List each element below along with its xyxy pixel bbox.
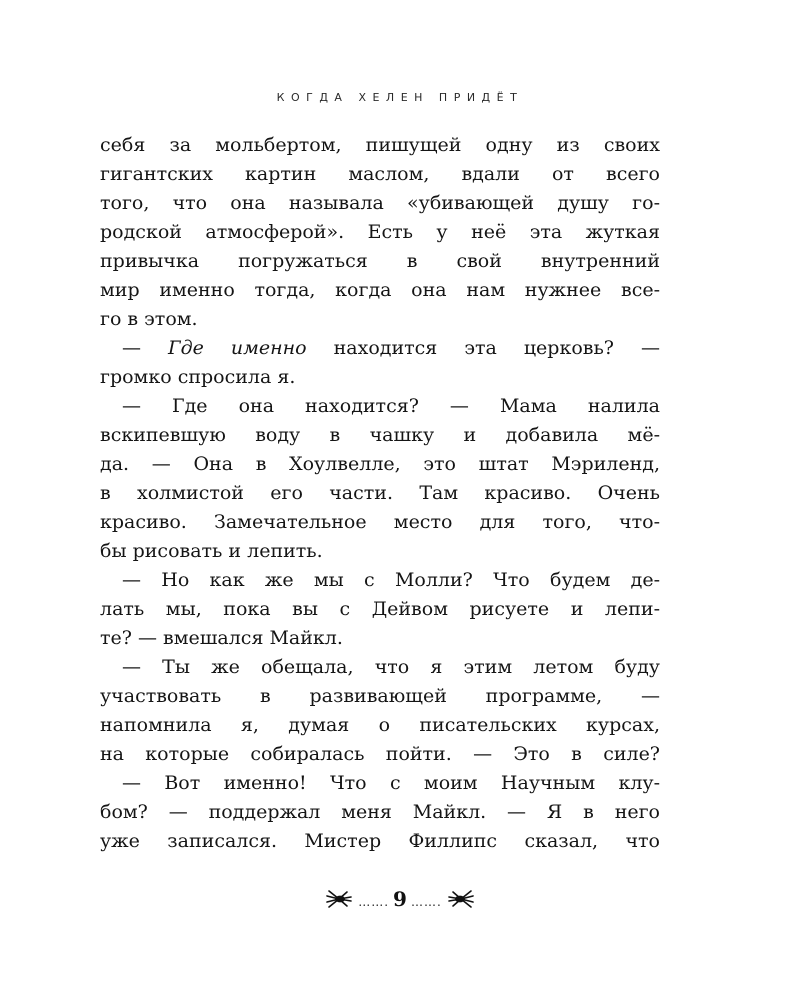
text-line: да. — Она в Хоулвелле, это штат Мэриленд, bbox=[100, 453, 660, 475]
text-line: громко спросила я. bbox=[100, 366, 296, 388]
text-line: лать мы, пока вы с Дейвом рисуете и лепи- bbox=[100, 598, 660, 620]
text-line: гигантских картин маслом, вдали от всего bbox=[100, 163, 660, 185]
body-text bbox=[100, 131, 660, 856]
text-line: — Ты же обещала, что я этим летом буду bbox=[122, 656, 660, 678]
spider-ornament-icon bbox=[324, 889, 354, 909]
text-line: — Где она находится? — Мама налила bbox=[122, 395, 660, 417]
text-line: в холмистой его части. Там красиво. Очень bbox=[100, 482, 660, 504]
text-line: участвовать в развивающей программе, — bbox=[100, 685, 660, 707]
italic-emphasis: Где именно bbox=[168, 337, 307, 359]
text-line: красиво. Замечательное место для того, что- bbox=[100, 511, 660, 533]
text-line: на которые собиралась пойти. — Это в силе? bbox=[100, 743, 660, 765]
text-line: бом? — поддержал меня Майкл. — Я в него bbox=[100, 801, 660, 823]
text-line: уже записался. Мистер Филлипс сказал, что bbox=[100, 830, 660, 852]
leader-dots: ……. bbox=[410, 895, 442, 909]
text-line: — Вот именно! Что с моим Научным клу- bbox=[122, 772, 660, 794]
page-number: 9 bbox=[393, 887, 407, 911]
text-line: родской атмосферой». Есть у неё эта жуткая bbox=[100, 221, 660, 243]
dialogue-dash: — bbox=[122, 337, 169, 359]
text-line: напомнила я, думая о писательских курсах, bbox=[100, 714, 660, 736]
page-folio bbox=[0, 884, 800, 914]
line-remainder: находится эта церковь? — bbox=[306, 337, 660, 359]
text-line: — Но как же мы с Молли? Что будем де- bbox=[122, 569, 660, 591]
leader-dots: ……. bbox=[358, 895, 390, 909]
text-line: мир именно тогда, когда она нам нужнее все- bbox=[100, 279, 660, 301]
running-header: КОГДА ХЕЛЕН ПРИДЁТ bbox=[276, 91, 524, 104]
text-line: те? — вмешался Майкл. bbox=[100, 627, 343, 649]
text-line: го в этом. bbox=[100, 308, 198, 330]
text-line bbox=[100, 334, 660, 363]
text-line: себя за мольбертом, пишущей одну из своих bbox=[100, 134, 660, 156]
spider-ornament-icon bbox=[446, 889, 476, 909]
text-line: того, что она называла «убивающей душу го- bbox=[100, 192, 660, 214]
text-line: бы рисовать и лепить. bbox=[100, 540, 323, 562]
text-line: привычка погружаться в свой внутренний bbox=[100, 250, 660, 272]
text-line: вскипевшую воду в чашку и добавила мё- bbox=[100, 424, 660, 446]
